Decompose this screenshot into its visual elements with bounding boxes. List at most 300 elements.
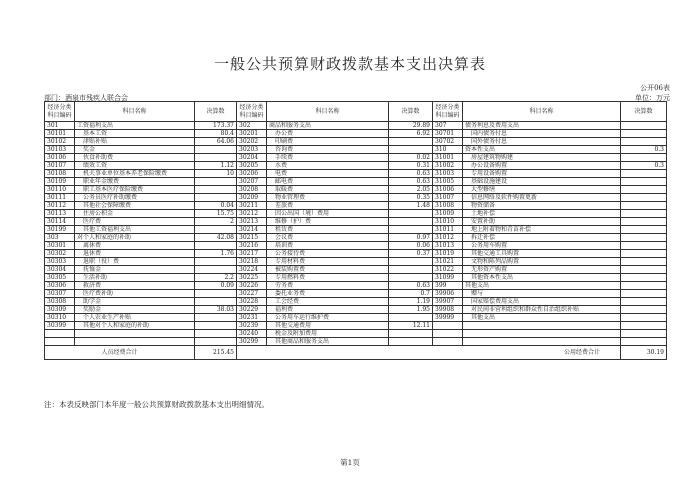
value-cell bbox=[389, 330, 433, 338]
value-cell bbox=[621, 290, 667, 298]
value-cell: 0.31 bbox=[389, 162, 433, 170]
code-cell: 30303 bbox=[45, 258, 75, 266]
header-name-3: 科目名称 bbox=[463, 102, 621, 122]
code-cell: 30299 bbox=[237, 338, 267, 346]
table-row bbox=[45, 122, 667, 130]
code-cell: 31005 bbox=[433, 178, 463, 186]
code-cell: 30204 bbox=[237, 154, 267, 162]
value-cell bbox=[195, 298, 237, 306]
name-cell: 退职（役）费 bbox=[75, 258, 195, 266]
code-cell: 30114 bbox=[45, 218, 75, 226]
code-cell: 307 bbox=[433, 122, 463, 130]
name-cell: 其他交通费用 bbox=[267, 322, 389, 330]
name-cell: 基本工资 bbox=[75, 130, 195, 138]
code-cell: 30109 bbox=[45, 178, 75, 186]
value-cell: 0.06 bbox=[389, 242, 433, 250]
code-cell: 30218 bbox=[237, 258, 267, 266]
code-cell: 30306 bbox=[45, 282, 75, 290]
value-cell bbox=[389, 226, 433, 234]
value-cell bbox=[389, 138, 433, 146]
name-cell: 信息网络及软件购置更新 bbox=[463, 194, 621, 202]
name-cell bbox=[463, 338, 621, 346]
totals-row bbox=[45, 346, 667, 360]
value-cell bbox=[195, 178, 237, 186]
code-cell: 30308 bbox=[45, 298, 75, 306]
code-cell: 31003 bbox=[433, 170, 463, 178]
code-cell bbox=[433, 330, 463, 338]
value-cell bbox=[621, 130, 667, 138]
table-row bbox=[45, 162, 667, 170]
value-cell bbox=[621, 194, 667, 202]
value-cell bbox=[621, 314, 667, 322]
table-row bbox=[45, 138, 667, 146]
value-cell: 0.04 bbox=[195, 202, 237, 210]
name-cell: 其他社会保障缴费 bbox=[75, 202, 195, 210]
page-number: 第1页 bbox=[340, 458, 360, 467]
value-cell: 80.4 bbox=[195, 130, 237, 138]
name-cell bbox=[75, 338, 195, 346]
name-cell: 差旅费 bbox=[267, 202, 389, 210]
table-row bbox=[45, 258, 667, 266]
value-cell: 0.3 bbox=[621, 162, 667, 170]
table-row bbox=[45, 202, 667, 210]
name-cell: 工资福利支出 bbox=[75, 122, 195, 130]
name-cell: 其他工资福利支出 bbox=[75, 226, 195, 234]
name-cell: 印刷费 bbox=[267, 138, 389, 146]
value-cell: 6.92 bbox=[389, 130, 433, 138]
value-cell: 0.63 bbox=[389, 178, 433, 186]
table-row bbox=[45, 298, 667, 306]
header-name-2: 科目名称 bbox=[267, 102, 389, 122]
name-cell: 大型修缮 bbox=[463, 186, 621, 194]
name-cell: 商品和服务支出 bbox=[267, 122, 389, 130]
name-cell: 维修（护）费 bbox=[267, 218, 389, 226]
code-cell: 31002 bbox=[433, 162, 463, 170]
value-cell bbox=[195, 186, 237, 194]
name-cell: 专用材料费 bbox=[267, 258, 389, 266]
code-cell: 30217 bbox=[237, 250, 267, 258]
value-cell bbox=[195, 258, 237, 266]
table-row bbox=[45, 154, 667, 162]
table-note: 注：本表反映部门本年度一般公共预算财政拨款基本支出明细情况。 bbox=[44, 400, 269, 409]
code-cell: 30113 bbox=[45, 210, 75, 218]
code-cell: 31021 bbox=[433, 258, 463, 266]
table-row bbox=[45, 210, 667, 218]
value-cell: 42.08 bbox=[195, 234, 237, 242]
value-cell bbox=[389, 274, 433, 282]
name-cell: 债务利息及费用支出 bbox=[463, 122, 621, 130]
name-cell: 工会经费 bbox=[267, 298, 389, 306]
code-cell: 31010 bbox=[433, 218, 463, 226]
name-cell: 生活补助 bbox=[75, 274, 195, 282]
name-cell: 拆迁补偿 bbox=[463, 234, 621, 242]
value-cell bbox=[621, 306, 667, 314]
value-cell bbox=[621, 266, 667, 274]
table-row bbox=[45, 242, 667, 250]
value-cell: 0.35 bbox=[389, 194, 433, 202]
name-cell bbox=[463, 322, 621, 330]
header-value-3: 决算数 bbox=[621, 102, 667, 122]
value-cell bbox=[621, 122, 667, 130]
name-cell: 住房公积金 bbox=[75, 210, 195, 218]
value-cell: 2 bbox=[195, 218, 237, 226]
name-cell: 其他资本性支出 bbox=[463, 274, 621, 282]
name-cell: 公务员医疗补助缴费 bbox=[75, 194, 195, 202]
value-cell bbox=[195, 290, 237, 298]
code-cell: 30107 bbox=[45, 162, 75, 170]
code-cell: 30211 bbox=[237, 202, 267, 210]
header-code-3: 经济分类科目编码 bbox=[433, 102, 463, 122]
name-cell: 因公出国（境）费用 bbox=[267, 210, 389, 218]
code-cell: 30224 bbox=[237, 266, 267, 274]
value-cell: 0.02 bbox=[389, 154, 433, 162]
code-cell: 30310 bbox=[45, 314, 75, 322]
value-cell: 10 bbox=[195, 170, 237, 178]
value-cell bbox=[621, 154, 667, 162]
value-cell bbox=[195, 330, 237, 338]
name-cell: 物业管理费 bbox=[267, 194, 389, 202]
value-cell bbox=[389, 258, 433, 266]
name-cell: 邮电费 bbox=[267, 178, 389, 186]
code-cell: 30226 bbox=[237, 282, 267, 290]
name-cell: 离休费 bbox=[75, 242, 195, 250]
value-cell bbox=[621, 186, 667, 194]
public-total-label: 公用经费合计 bbox=[237, 346, 621, 360]
name-cell: 地上附着物和青苗补偿 bbox=[463, 226, 621, 234]
value-cell: 29.89 bbox=[389, 122, 433, 130]
name-cell: 培训费 bbox=[267, 242, 389, 250]
name-cell: 其他支出 bbox=[463, 314, 621, 322]
code-cell: 30239 bbox=[237, 322, 267, 330]
page-title: 一般公共预算财政拨款基本支出决算表 bbox=[213, 55, 486, 73]
value-cell bbox=[621, 322, 667, 330]
value-cell bbox=[195, 226, 237, 234]
code-cell: 31012 bbox=[433, 234, 463, 242]
name-cell: 国家赔偿费用支出 bbox=[463, 298, 621, 306]
name-cell bbox=[75, 330, 195, 338]
code-cell: 30225 bbox=[237, 274, 267, 282]
code-cell: 30216 bbox=[237, 242, 267, 250]
code-cell: 31013 bbox=[433, 242, 463, 250]
code-cell: 30203 bbox=[237, 146, 267, 154]
value-cell: 38.03 bbox=[195, 306, 237, 314]
value-cell bbox=[195, 266, 237, 274]
code-cell: 30215 bbox=[237, 234, 267, 242]
code-cell: 30399 bbox=[45, 322, 75, 330]
value-cell bbox=[621, 298, 667, 306]
table-row bbox=[45, 306, 667, 314]
code-cell bbox=[433, 322, 463, 330]
value-cell: 0.37 bbox=[389, 250, 433, 258]
value-cell: 1.48 bbox=[389, 202, 433, 210]
value-cell: 0.63 bbox=[389, 170, 433, 178]
name-cell: 公务接待费 bbox=[267, 250, 389, 258]
code-cell: 303 bbox=[45, 234, 75, 242]
name-cell: 对个人和家庭的补助 bbox=[75, 234, 195, 242]
name-cell: 税金及附加费用 bbox=[267, 330, 389, 338]
value-cell bbox=[621, 178, 667, 186]
name-cell: 机关事业单位基本养老保险缴费 bbox=[75, 170, 195, 178]
name-cell: 奖励金 bbox=[75, 306, 195, 314]
code-cell: 310 bbox=[433, 146, 463, 154]
code-cell: 31011 bbox=[433, 226, 463, 234]
code-cell: 301 bbox=[45, 122, 75, 130]
table-row bbox=[45, 226, 667, 234]
value-cell bbox=[389, 210, 433, 218]
value-cell bbox=[621, 202, 667, 210]
table-row bbox=[45, 186, 667, 194]
code-cell: 39906 bbox=[433, 290, 463, 298]
code-cell: 30229 bbox=[237, 306, 267, 314]
table-row bbox=[45, 266, 667, 274]
header-code-1: 经济分类科目编码 bbox=[45, 102, 75, 122]
table-row bbox=[45, 274, 667, 282]
name-cell: 专用设备购置 bbox=[463, 170, 621, 178]
code-cell: 30102 bbox=[45, 138, 75, 146]
header-value-2: 决算数 bbox=[389, 102, 433, 122]
value-cell bbox=[621, 330, 667, 338]
public-total-value: 30.19 bbox=[621, 346, 667, 360]
code-cell: 39907 bbox=[433, 298, 463, 306]
value-cell: 2.2 bbox=[195, 274, 237, 282]
value-cell bbox=[621, 242, 667, 250]
value-cell: 0.7 bbox=[389, 290, 433, 298]
value-cell bbox=[621, 234, 667, 242]
value-cell: 0.3 bbox=[621, 146, 667, 154]
name-cell: 福利费 bbox=[267, 306, 389, 314]
name-cell: 委托业务费 bbox=[267, 290, 389, 298]
value-cell: 0.09 bbox=[195, 282, 237, 290]
name-cell: 个人农业生产补贴 bbox=[75, 314, 195, 322]
code-cell: 39908 bbox=[433, 306, 463, 314]
code-cell: 30103 bbox=[45, 146, 75, 154]
code-cell bbox=[45, 338, 75, 346]
name-cell: 房屋建筑物购建 bbox=[463, 154, 621, 162]
code-cell: 30304 bbox=[45, 266, 75, 274]
name-cell: 手续费 bbox=[267, 154, 389, 162]
code-cell: 30302 bbox=[45, 250, 75, 258]
name-cell: 咨询费 bbox=[267, 146, 389, 154]
value-cell bbox=[621, 226, 667, 234]
value-cell bbox=[621, 250, 667, 258]
code-cell: 30305 bbox=[45, 274, 75, 282]
name-cell: 文物和陈列品购置 bbox=[463, 258, 621, 266]
code-cell: 31019 bbox=[433, 250, 463, 258]
name-cell: 办公设备购置 bbox=[463, 162, 621, 170]
value-cell: 1.95 bbox=[389, 306, 433, 314]
table-row bbox=[45, 170, 667, 178]
value-cell bbox=[621, 338, 667, 346]
code-cell: 30199 bbox=[45, 226, 75, 234]
code-cell: 31009 bbox=[433, 210, 463, 218]
name-cell: 安置补助 bbox=[463, 218, 621, 226]
table-row bbox=[45, 146, 667, 154]
value-cell bbox=[621, 274, 667, 282]
value-cell: 2.05 bbox=[389, 186, 433, 194]
value-cell bbox=[621, 282, 667, 290]
code-cell: 31001 bbox=[433, 154, 463, 162]
header-name-1: 科目名称 bbox=[75, 102, 195, 122]
code-cell: 30301 bbox=[45, 242, 75, 250]
code-cell: 30213 bbox=[237, 218, 267, 226]
table-row bbox=[45, 322, 667, 330]
name-cell: 医疗费补助 bbox=[75, 290, 195, 298]
code-cell: 30106 bbox=[45, 154, 75, 162]
code-cell: 31022 bbox=[433, 266, 463, 274]
table-header-row bbox=[45, 102, 667, 122]
name-cell: 基础设施建设 bbox=[463, 178, 621, 186]
table-row bbox=[45, 314, 667, 322]
value-cell bbox=[389, 314, 433, 322]
value-cell bbox=[389, 338, 433, 346]
table-row bbox=[45, 194, 667, 202]
name-cell: 助学金 bbox=[75, 298, 195, 306]
value-cell: 1.76 bbox=[195, 250, 237, 258]
table-row bbox=[45, 234, 667, 242]
code-cell: 30101 bbox=[45, 130, 75, 138]
code-cell: 30231 bbox=[237, 314, 267, 322]
value-cell: 64.06 bbox=[195, 138, 237, 146]
name-cell: 会议费 bbox=[267, 234, 389, 242]
value-cell: 15.75 bbox=[195, 210, 237, 218]
value-cell: 1.19 bbox=[389, 298, 433, 306]
value-cell bbox=[389, 266, 433, 274]
code-cell: 30701 bbox=[433, 130, 463, 138]
name-cell: 水费 bbox=[267, 162, 389, 170]
name-cell: 其他交通工具购置 bbox=[463, 250, 621, 258]
name-cell: 国内债务付息 bbox=[463, 130, 621, 138]
code-cell: 30205 bbox=[237, 162, 267, 170]
value-cell: 0.97 bbox=[389, 234, 433, 242]
name-cell: 对民间非营利组织和群众性自治组织补贴 bbox=[463, 306, 621, 314]
code-cell: 30214 bbox=[237, 226, 267, 234]
code-cell: 39999 bbox=[433, 314, 463, 322]
value-cell: 0.63 bbox=[389, 282, 433, 290]
name-cell: 国外债务付息 bbox=[463, 138, 621, 146]
header-value-1: 决算数 bbox=[195, 102, 237, 122]
code-cell: 31006 bbox=[433, 186, 463, 194]
code-cell: 31008 bbox=[433, 202, 463, 210]
value-cell bbox=[195, 146, 237, 154]
name-cell bbox=[463, 330, 621, 338]
value-cell bbox=[621, 258, 667, 266]
value-cell bbox=[195, 154, 237, 162]
code-cell: 30110 bbox=[45, 186, 75, 194]
code-cell: 30201 bbox=[237, 130, 267, 138]
name-cell: 办公费 bbox=[267, 130, 389, 138]
code-cell: 30108 bbox=[45, 170, 75, 178]
value-cell bbox=[389, 218, 433, 226]
name-cell: 奖金 bbox=[75, 146, 195, 154]
name-cell: 物资储备 bbox=[463, 202, 621, 210]
table-row bbox=[45, 338, 667, 346]
name-cell: 被装购置费 bbox=[267, 266, 389, 274]
name-cell: 退休费 bbox=[75, 250, 195, 258]
personnel-total-label: 人员经费合计 bbox=[45, 346, 195, 360]
value-cell: 12.11 bbox=[389, 322, 433, 330]
value-cell bbox=[195, 338, 237, 346]
table-row bbox=[45, 130, 667, 138]
form-number: 公开06表 bbox=[640, 84, 670, 92]
value-cell bbox=[195, 194, 237, 202]
code-cell: 30111 bbox=[45, 194, 75, 202]
value-cell bbox=[621, 170, 667, 178]
code-cell bbox=[433, 338, 463, 346]
name-cell: 租赁费 bbox=[267, 226, 389, 234]
name-cell: 津贴补贴 bbox=[75, 138, 195, 146]
code-cell: 30112 bbox=[45, 202, 75, 210]
name-cell: 专用燃料费 bbox=[267, 274, 389, 282]
name-cell: 取暖费 bbox=[267, 186, 389, 194]
name-cell: 无形资产购置 bbox=[463, 266, 621, 274]
name-cell: 其他商品和服务支出 bbox=[267, 338, 389, 346]
code-cell: 30240 bbox=[237, 330, 267, 338]
name-cell: 赠与 bbox=[463, 290, 621, 298]
code-cell: 31099 bbox=[433, 274, 463, 282]
name-cell: 伙食补助费 bbox=[75, 154, 195, 162]
value-cell bbox=[621, 210, 667, 218]
value-cell bbox=[389, 146, 433, 154]
code-cell: 30202 bbox=[237, 138, 267, 146]
name-cell: 其他支出 bbox=[463, 282, 621, 290]
code-cell: 302 bbox=[237, 122, 267, 130]
name-cell: 抚恤金 bbox=[75, 266, 195, 274]
name-cell: 职工基本医疗保险缴费 bbox=[75, 186, 195, 194]
value-cell bbox=[621, 138, 667, 146]
table-row bbox=[45, 178, 667, 186]
value-cell bbox=[195, 242, 237, 250]
unit-label: 单位：万元 bbox=[635, 94, 670, 102]
code-cell: 30227 bbox=[237, 290, 267, 298]
name-cell: 绩效工资 bbox=[75, 162, 195, 170]
code-cell: 30228 bbox=[237, 298, 267, 306]
code-cell bbox=[45, 330, 75, 338]
name-cell: 公务用车运行维护费 bbox=[267, 314, 389, 322]
code-cell: 30206 bbox=[237, 170, 267, 178]
value-cell bbox=[195, 314, 237, 322]
code-cell: 30212 bbox=[237, 210, 267, 218]
name-cell: 劳务费 bbox=[267, 282, 389, 290]
table-row bbox=[45, 282, 667, 290]
value-cell bbox=[621, 218, 667, 226]
table-row bbox=[45, 218, 667, 226]
value-cell: 173.37 bbox=[195, 122, 237, 130]
name-cell: 医疗费 bbox=[75, 218, 195, 226]
code-cell: 30209 bbox=[237, 194, 267, 202]
name-cell: 公务用车购置 bbox=[463, 242, 621, 250]
code-cell: 30307 bbox=[45, 290, 75, 298]
header-code-2: 经济分类科目编码 bbox=[237, 102, 267, 122]
personnel-total-value: 215.45 bbox=[195, 346, 237, 360]
name-cell: 救济费 bbox=[75, 282, 195, 290]
name-cell: 资本性支出 bbox=[463, 146, 621, 154]
department-label: 部门：酒泉市残疾人联合会 bbox=[44, 94, 128, 102]
table-row bbox=[45, 290, 667, 298]
name-cell: 土地补偿 bbox=[463, 210, 621, 218]
table-row bbox=[45, 330, 667, 338]
code-cell: 30702 bbox=[433, 138, 463, 146]
expenditure-table bbox=[44, 101, 667, 360]
code-cell: 30207 bbox=[237, 178, 267, 186]
code-cell: 399 bbox=[433, 282, 463, 290]
name-cell: 其他对个人和家庭的补助 bbox=[75, 322, 195, 330]
name-cell: 电费 bbox=[267, 170, 389, 178]
table-row bbox=[45, 250, 667, 258]
code-cell: 31007 bbox=[433, 194, 463, 202]
code-cell: 30208 bbox=[237, 186, 267, 194]
name-cell: 职业年金缴费 bbox=[75, 178, 195, 186]
code-cell: 30309 bbox=[45, 306, 75, 314]
